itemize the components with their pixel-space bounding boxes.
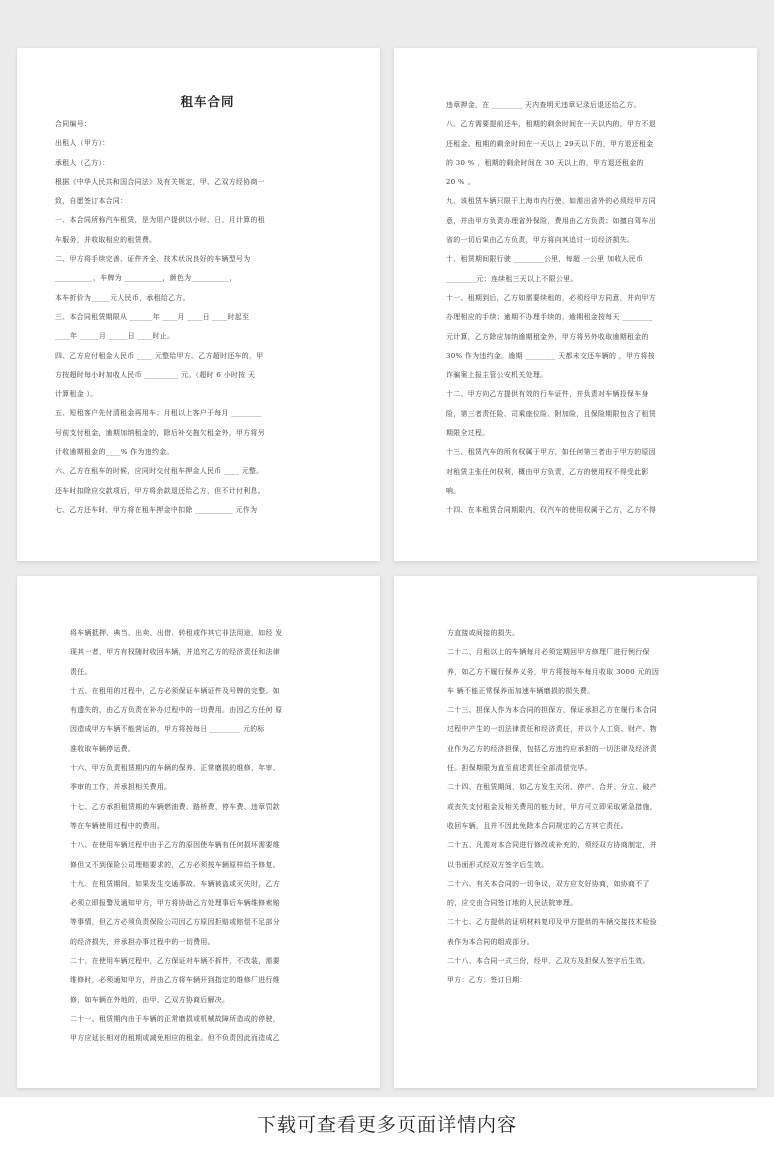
text-line: 合同编号：	[55, 120, 92, 128]
document-page-2	[394, 48, 757, 561]
text-line: 一、本合同所称汽车租赁，是为用户提供以小时、日、月计算的租	[55, 216, 265, 225]
text-line: 期限全过程。	[446, 429, 490, 438]
text-line: ________元；连续租三天以上不限公里。	[446, 274, 578, 283]
text-line: 因造成甲方车辆不能营运的，甲方将按每日 ________ 元的标	[70, 725, 265, 734]
text-line: 车 辆不能正常保养而加速车辆磨损的损失费。	[447, 686, 595, 695]
text-line: 十八、在使用车辆过程中由于乙方的原因使车辆有任何损坏需要维	[70, 841, 280, 850]
text-line: 有遗失的，由乙方负责在补办过程中的一切费用。由因乙方任何 原	[70, 706, 283, 715]
text-line: 计收逾期租金的____% 作为违约金。	[55, 448, 174, 457]
text-line: 省的一切后果由乙方负责，甲方将向其追讨一切经济损失。	[446, 236, 635, 245]
text-line: 过程中产生的一切法律责任和经济责任，并以个人工资、财产、物	[447, 725, 657, 734]
text-line: 三、本合同租赁期限从 ______年 ____月 ____日 ____时起至	[55, 312, 250, 321]
text-line: 违章押金，在 ________ 天内查明无违章记录后退还给乙方。	[446, 101, 641, 109]
text-line: 维修时，必须通知甲方，并由乙方将车辆开到指定的维修厂进行维	[70, 976, 280, 985]
text-line: 的，应交由合同签订地的人民法院审理。	[447, 899, 578, 908]
text-line: 办理相应的手续；逾期不办理手续的，逾期租金按每天 ________	[446, 313, 653, 322]
text-line: 将车辆抵押、典当、出卖、出借、转租或作其它非法用途，如经 发	[70, 629, 283, 637]
document-page-1	[17, 48, 380, 561]
text-line: 十、租赁期间限行驶 ________公里，每超 一公里 加收人民币	[446, 255, 644, 264]
text-line: 八、乙方需要提前还车，租期的剩余时间在一天以内的，甲方不退	[446, 120, 656, 129]
text-line: 任。担保期限为直至前述责任全部清偿完毕。	[447, 764, 592, 773]
text-line: 20 % 。	[446, 178, 475, 187]
text-line: 十三、租赁汽车的所有权属于甲方，如任何第三者由于甲方的原因	[446, 448, 656, 457]
text-line: 十五、在租用的过程中，乙方必须保证车辆证件及号牌的完整。如	[70, 686, 280, 695]
text-line: 四、乙方应付租金人民币 ____ 元整给甲方。乙方超时还车的，甲	[55, 351, 264, 360]
text-line: 方直接或间接的损失。	[447, 629, 520, 637]
text-line: 九、该租赁车辆只限于上海市内行使，如需出省外的必须经甲方同	[446, 197, 656, 206]
download-banner[interactable]	[0, 1097, 774, 1168]
page-text	[447, 624, 737, 991]
text-line: 七、乙方还车时，甲方将在租车押金中扣除 __________ 元作为	[55, 505, 258, 514]
text-line: 责任。	[70, 667, 92, 676]
text-line: 十六、甲方负责租赁期内的车辆的保养、正常磨损的维修、年审、	[70, 764, 280, 773]
text-line: 或丧失支付租金及相关费用的能力时，甲方可立即采取紧急措施，	[447, 802, 657, 811]
text-line: 对租赁主张任何权利，概由甲方负责，乙方的使用权不得受此影	[446, 467, 649, 476]
text-line: 二十六、有关本合同的一切争议，双方应友好协商，如协商不了	[447, 879, 650, 888]
text-line: 出租人（甲方）：	[55, 139, 110, 148]
text-line: 表作为本合同的组成部分。	[447, 937, 534, 946]
text-line: 修，如车辆在外地的，由甲、乙双方协商后解决。	[70, 995, 230, 1004]
text-line: 本车折价为_____元人民币，承租给乙方。	[55, 293, 190, 302]
text-line: 十二、甲方向乙方提供有效的行车证件，并负责对车辆投保车身	[446, 390, 649, 399]
text-line: 30% 作为违约金。逾期 ________ 天都未交还车辆的 ，甲方将按	[446, 351, 655, 360]
text-line: 十七、乙方承担租赁期的车辆燃油费、路桥费、停车费、违章罚款	[70, 802, 280, 811]
text-line: 二十一、租赁期内由于车辆的正常磨损或机械故障所造成的停驶，	[70, 1014, 280, 1023]
text-line: 以书面形式经双方签字后生效。	[447, 860, 549, 869]
text-line: 计算租金 ）。	[55, 390, 98, 399]
text-line: 二、甲方将手续完善、证件齐全、技术状况良好的车辆型号为	[55, 255, 251, 264]
text-line: 根据《中华人民共和国合同法》及有关规定，甲、乙双方经协商一	[55, 177, 265, 186]
text-line: 二十、在使用车辆过程中，乙方保证对车辆不拆件，不改装，需要	[70, 957, 280, 966]
document-page-4	[394, 576, 757, 1088]
text-line: 车服务，并收取相应的租赁费。	[55, 235, 157, 244]
text-line: 甲方应延长相对的租期或减免相应的租金。但不负责因此而造成乙	[70, 1034, 280, 1043]
text-line: 诈骗案上报主管公安机关处理。	[446, 371, 548, 380]
page-text	[55, 115, 360, 520]
text-line: 六、乙方在租车的时候，应同时交付租车押金人民币 ____ 元整。	[55, 467, 264, 476]
text-line: 意，并由甲方负责办理省外保险，费用由乙方负责；如擅自驾车出	[446, 216, 656, 225]
text-line: 响。	[446, 486, 461, 495]
text-line: 方按超时每小时加收人民币 _________ 元。（超时 6 小时按 天	[55, 370, 256, 379]
page-text	[70, 624, 360, 1049]
text-line: 养，如乙方不履行保养义务，甲方将按每车每月收取 3000 元的因	[447, 667, 660, 676]
text-line: 元计算，乙方除应加纳逾期租金外，甲方将另外收取逾期租金的	[446, 332, 649, 341]
text-line: 号前支付租金，逾期加纳租金的，除后补交拖欠租金外，甲方将另	[55, 428, 265, 437]
text-line: 的经济损失，并承担办事过程中的一切费用。	[70, 937, 215, 946]
text-line: 十四、在本租赁合同期限内，仅汽车的使用权属于乙方，乙方不得	[446, 506, 656, 515]
text-line: 还租金。租期的剩余时间在一天以上 29天以下的，甲方退还租金	[446, 139, 654, 148]
text-line: 必须立即报警及通知甲方，甲方将协助乙方处理事后车辆维修索赔	[70, 899, 280, 908]
text-line: 收回车辆，且并不因此免除本合同规定的乙方其它责任。	[447, 821, 629, 830]
text-line: 五、短租客户先付清租金再用车；月租以上客户于每月 ________	[55, 409, 262, 418]
text-line: 十一、租期到后，乙方如需要续租的，必须经甲方同意，并向甲方	[446, 293, 656, 302]
text-line: 现其一者，甲方有权随时收回车辆，并追究乙方的经济责任和法律	[70, 648, 280, 657]
text-line: 二十八、本合同一式三份，经甲、乙双方及担保人签字后生效。	[447, 957, 650, 966]
download-more-text[interactable]: 下载可查看更多页面详情内容	[256, 1114, 517, 1136]
text-line: ____年 _____月 _____日 ____时止。	[55, 332, 175, 341]
text-line: 季审的工作，并承担相关费用。	[70, 783, 172, 792]
text-line: 二十五、凡需对本合同进行修改或补充的，须经双方协商制定，并	[447, 841, 657, 850]
text-line: 二十二、月租以上的车辆每月必须定期回甲方修理厂进行例行保	[447, 648, 650, 657]
text-line: 修但又不到保险公司理赔要求的，乙方必须按车辆原样给予修复。	[70, 860, 280, 869]
document-title: 租车合同	[180, 94, 235, 109]
text-line: 险，第三者责任险、司乘座位险、附加险，且保险期限包含了租赁	[446, 409, 656, 418]
text-line: __________，车牌为 __________，颜色为__________，	[55, 274, 237, 283]
document-page-3	[17, 576, 380, 1088]
text-line: 等事情，但乙方必须负责保险公司因乙方原因拒赔或赔偿不足部分	[70, 918, 280, 927]
text-line: 致，自愿签订本合同：	[55, 197, 128, 206]
text-line: 二十七、乙方提供的证明材料复印及甲方提供的车辆交接技术检验	[447, 918, 657, 927]
text-line: 准收取车辆停运费。	[70, 744, 136, 753]
text-line: 的 30 % ，租期的剩余时间在 30 天以上的，甲方退还租金的	[446, 158, 644, 167]
text-line: 承租人（乙方）：	[55, 158, 110, 167]
text-line: 二十三、担保人作为本合同的担保方，保证承担乙方在履行本合同	[447, 706, 657, 715]
page-text	[446, 96, 737, 521]
text-line: 甲方：乙方：签订日期：	[447, 976, 527, 985]
text-line: 还车时扣除应交款项后，甲方将余款退还给乙方，但不计付利息。	[55, 486, 265, 495]
text-line: 等在车辆使用过程中的费用。	[70, 821, 165, 830]
text-line: 十九、在租赁期间，如果发生交通事故、车辆被盗或灭失时，乙方	[70, 879, 280, 888]
text-line: 二十四、在租赁期间，如乙方发生关闭、停产、合并、分立、破产	[447, 783, 657, 792]
text-line: 业作为乙方的经济担保，包括乙方违约应承担的一切法律及经济责	[447, 744, 657, 753]
